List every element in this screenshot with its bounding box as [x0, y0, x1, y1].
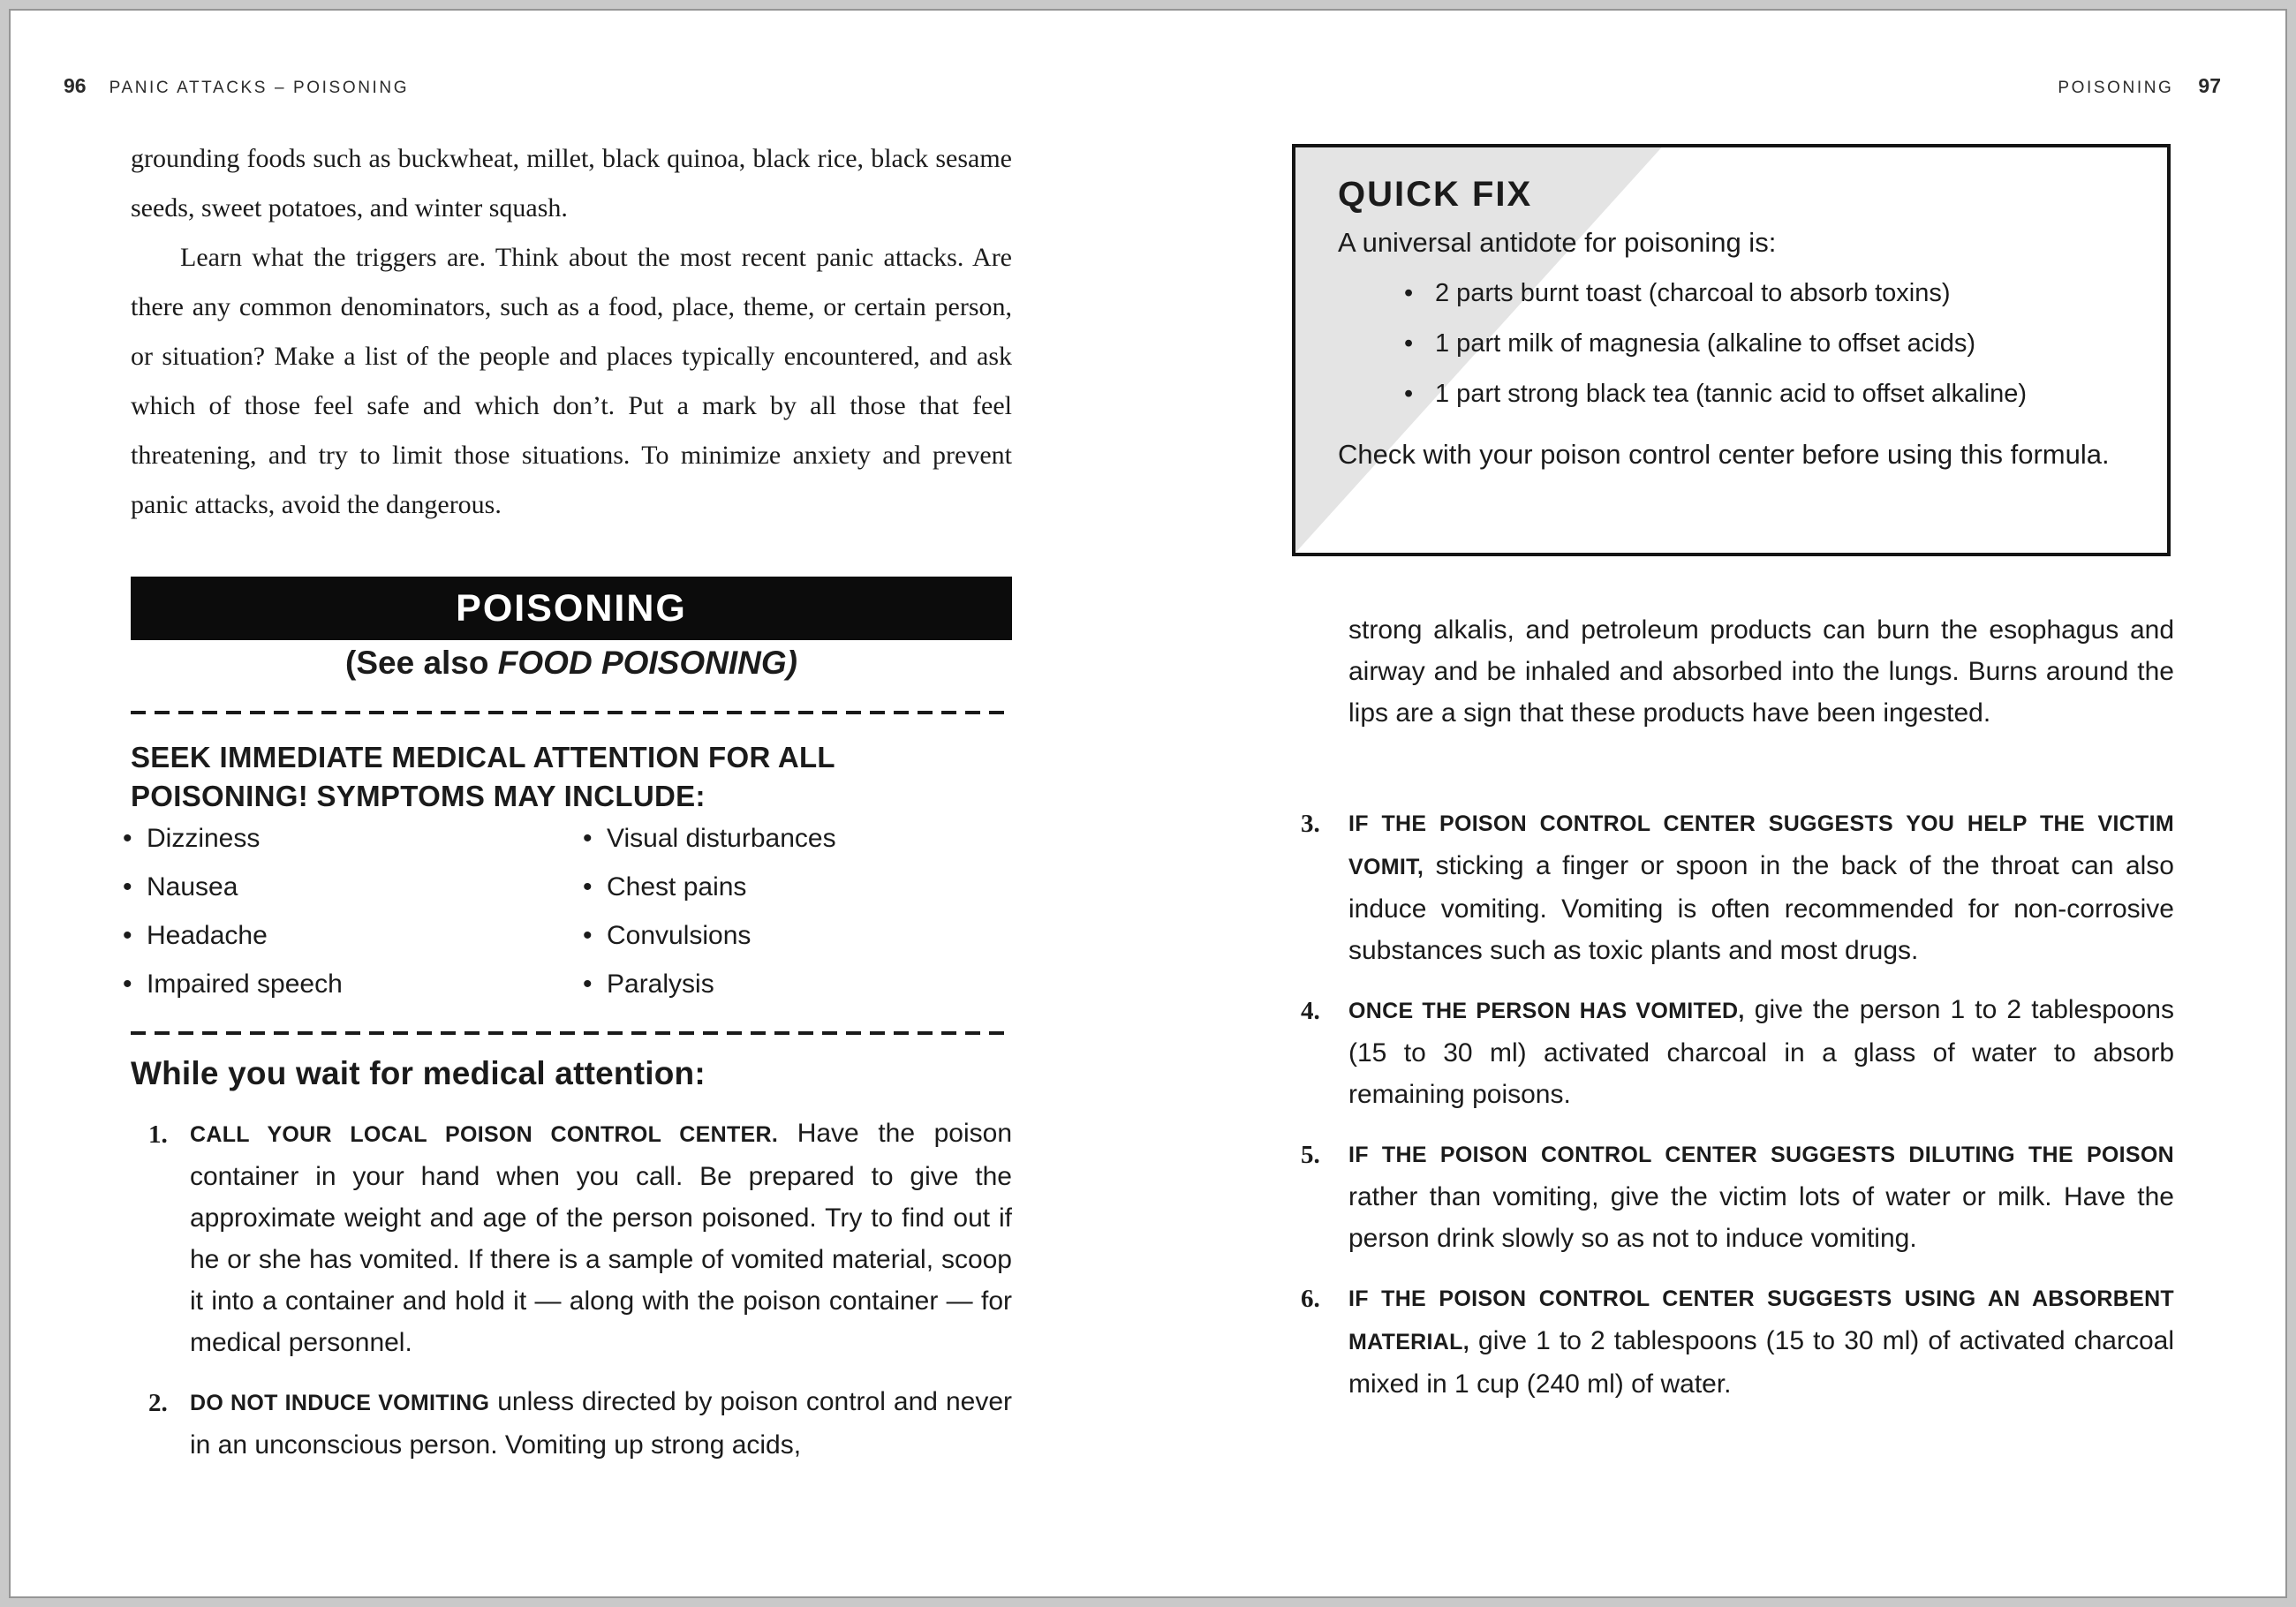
step-number: 4. [1301, 997, 1320, 1025]
continuation-paragraph: strong alkalis, and petroleum products can burn the esophagus and airway and be inhaled and absorbed into the lungs. Burns around the lips are a sign that these products have been ingested. [1348, 615, 2174, 728]
left-page-number: 96 [64, 74, 87, 97]
step-lead-in: IF THE POISON CONTROL CENTER SUGGESTS USING AN ABSORBENT MATERIAL, [1348, 1286, 2174, 1354]
warning-heading-line2: POISONING! SYMPTOMS MAY INCLUDE: [131, 780, 706, 812]
symptom-item [583, 969, 836, 1017]
step-text: sticking a finger or spoon in the back of the throat can also induce vomiting. Vomiting is often recommended for non-corrosive substances such as toxic plants and most drugs. [1348, 851, 2174, 965]
warning-heading [131, 738, 1012, 816]
step-number: 1. [148, 1120, 168, 1149]
quick-fix-title: QUICK FIX [1338, 175, 1533, 214]
step-item [1301, 1277, 2174, 1405]
warning-heading-line1: SEEK IMMEDIATE MEDICAL ATTENTION FOR ALL [131, 741, 835, 773]
symptom-list-column1 [123, 823, 343, 1017]
symptom-list-column2 [583, 823, 836, 1017]
step-text: Have the poison container in your hand when you call. Be prepared to give the approximate weight and age of the person poisoned. Try to find out if he or she has vomited. If there is a sample of vomited material, scoop it into a container and hold it — along with the poison container — for medical personnel. [190, 1119, 1013, 1357]
step-text: give 1 to 2 tablespoons (15 to 30 ml) of activated charcoal mixed in 1 cup (240 ml) of water. [1348, 1326, 2175, 1399]
symptom-item [123, 920, 343, 969]
left-running-head [64, 74, 409, 98]
symptom-label: Chest pains [607, 872, 747, 902]
step-lead-in: ONCE THE PERSON HAS VOMITED, [1348, 999, 1745, 1023]
step-item [140, 1113, 1012, 1363]
quick-fix-bullet [1404, 278, 2125, 328]
section-banner [131, 577, 1012, 640]
symptom-label: Nausea [147, 872, 238, 902]
step-lead-in: IF THE POISON CONTROL CENTER SUGGESTS YOU HELP THE VICTIM VOMIT, [1348, 811, 2174, 879]
see-also-suffix: ) [786, 645, 797, 681]
quick-fix-intro: A universal antidote for poisoning is: [1338, 227, 1777, 258]
right-page-number: 97 [2198, 74, 2221, 97]
symptom-item [123, 823, 343, 871]
quick-fix-bullet [1404, 328, 2125, 379]
symptom-label: Headache [147, 921, 268, 950]
step-item [140, 1381, 1012, 1466]
right-running-head [1294, 74, 2221, 98]
step-lead-in: CALL YOUR LOCAL POISON CONTROL CENTER. [190, 1122, 779, 1147]
quick-fix-bullet-text: 1 part strong black tea (tannic acid to offset alkaline) [1435, 380, 2028, 408]
step-item [1301, 1133, 2174, 1259]
see-also-prefix: (See also [345, 645, 498, 681]
symptom-item [123, 969, 343, 1017]
symptom-label: Paralysis [607, 969, 714, 999]
step-number: 5. [1301, 1141, 1320, 1169]
wait-heading: While you wait for medical attention: [131, 1055, 706, 1091]
step-lead-in: IF THE POISON CONTROL CENTER SUGGESTS DILUTING THE POISON [1348, 1143, 2174, 1167]
step-number: 6. [1301, 1285, 1320, 1313]
step-number: 2. [148, 1389, 168, 1417]
dashed-divider [131, 711, 1012, 714]
see-also-line [131, 645, 1012, 682]
symptom-label: Visual disturbances [607, 824, 836, 853]
step-number: 3. [1301, 810, 1320, 838]
symptom-item [123, 871, 343, 920]
step-item [1301, 802, 2174, 971]
dashed-divider [131, 1031, 1012, 1035]
first-aid-steps-3-6 [1301, 802, 2174, 1405]
quick-fix-bullet-list [1404, 278, 2125, 429]
step-text: unless directed by poison control and never in an unconscious person. Vomiting up strong acids, [190, 1387, 1013, 1460]
left-running-head-title: PANIC ATTACKS – POISONING [109, 79, 410, 97]
symptom-item [583, 871, 836, 920]
step-lead-in: DO NOT INDUCE VOMITING [190, 1391, 490, 1415]
step-text: rather than vomiting, give the victim lots of water or milk. Have the person drink slowly so as not to induce vomiting. [1348, 1182, 2174, 1253]
section-banner-title: POISONING [456, 586, 687, 630]
symptom-item [583, 920, 836, 969]
book-page-sheet [9, 9, 2287, 1598]
quick-fix-box [1292, 144, 2171, 556]
paragraph: grounding foods such as buckwheat, millet, black quinoa, black rice, black sesame seeds, sweet potatoes, and winter squash. [131, 144, 1012, 223]
quick-fix-bullet-text: 2 parts burnt toast (charcoal to absorb toxins) [1435, 279, 1951, 307]
quick-fix-bullet [1404, 379, 2125, 429]
paragraph: Learn what the triggers are. Think about the most recent panic attacks. Are there any common denominators, such as a food, place, theme, or certain person, or situation? Make a list of the people and places typically encountered, and ask which of those feel safe and which don’t. Put a mark by all those that feel threatening, and try to limit those situations. To minimize anxiety and prevent panic attacks, avoid the dangerous. [131, 243, 1012, 519]
right-running-head-title: POISONING [2058, 79, 2174, 97]
panic-attacks-paragraphs [131, 134, 1012, 530]
step-text: give the person 1 to 2 tablespoons (15 to 30 ml) activated charcoal in a glass of water to absorb remaining poisons. [1348, 995, 2174, 1109]
quick-fix-bullet-text: 1 part milk of magnesia (alkaline to offset acids) [1435, 329, 1975, 358]
symptom-item [583, 823, 836, 871]
symptom-label: Convulsions [607, 921, 751, 950]
symptom-label: Dizziness [147, 824, 261, 853]
see-also-reference: FOOD POISONING [497, 645, 787, 681]
quick-fix-content [1295, 147, 2167, 475]
symptom-label: Impaired speech [147, 969, 343, 999]
first-aid-steps-1-2 [140, 1113, 1012, 1466]
step-item [1301, 989, 2174, 1115]
quick-fix-footer: Check with your poison control center before using this formula. [1338, 439, 2110, 470]
